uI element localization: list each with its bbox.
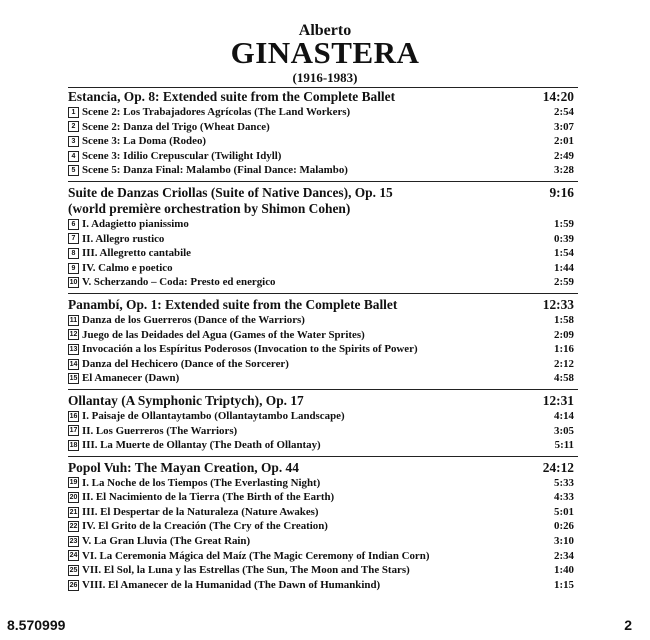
track-title: VIII. El Amanecer de la Humanidad (The Dawn of Humankind) bbox=[82, 578, 381, 591]
track-row bbox=[68, 342, 578, 357]
track-title: V. La Gran Lluvia (The Great Rain) bbox=[82, 535, 251, 548]
track-title: II. Los Guerreros (The Warriors) bbox=[82, 424, 238, 437]
track-title: El Amanecer (Dawn) bbox=[82, 372, 180, 385]
track-row bbox=[68, 438, 578, 453]
work-section bbox=[68, 88, 578, 182]
catalog-number: 8.570999 bbox=[7, 617, 66, 633]
track-row bbox=[68, 246, 578, 261]
track-row bbox=[68, 505, 578, 520]
work-section bbox=[68, 459, 578, 593]
track-number-box: 8 bbox=[68, 248, 79, 259]
track-number-box: 2 bbox=[68, 121, 79, 132]
track-number-box: 5 bbox=[68, 165, 79, 176]
work-header bbox=[68, 88, 578, 105]
track-row bbox=[68, 549, 578, 564]
work-header bbox=[68, 296, 578, 313]
track-row bbox=[68, 578, 578, 593]
work-total-duration: 24:12 bbox=[542, 459, 574, 475]
track-row bbox=[68, 105, 578, 120]
work-section bbox=[68, 184, 578, 294]
track-row bbox=[68, 490, 578, 505]
track-row bbox=[68, 217, 578, 232]
track-duration: 3:05 bbox=[554, 424, 574, 437]
track-duration: 2:09 bbox=[554, 328, 574, 341]
track-number-box: 7 bbox=[68, 233, 79, 244]
track-number-box: 18 bbox=[69, 441, 78, 449]
track-row bbox=[68, 424, 578, 439]
track-number-box: 12 bbox=[69, 331, 78, 339]
track-duration: 4:58 bbox=[554, 372, 574, 385]
track-duration: 5:01 bbox=[554, 505, 574, 518]
track-title: III. La Muerte de Ollantay (The Death of Ollantay) bbox=[82, 439, 321, 452]
track-duration: 0:26 bbox=[554, 520, 574, 533]
track-row bbox=[68, 476, 578, 491]
work-title: Panambí, Op. 1: Extended suite from the Complete Ballet bbox=[68, 296, 398, 312]
work-title-block bbox=[68, 460, 299, 476]
track-number-box: 10 bbox=[69, 279, 78, 287]
track-duration: 5:33 bbox=[554, 476, 574, 489]
track-number-box: 26 bbox=[69, 581, 78, 589]
track-duration: 2:54 bbox=[554, 106, 574, 118]
section-divider bbox=[68, 181, 578, 182]
composer-first-name: Alberto bbox=[298, 22, 352, 39]
track-title: IV. Calmo e poetico bbox=[82, 261, 173, 274]
section-divider bbox=[68, 293, 578, 294]
work-header bbox=[68, 184, 578, 217]
track-row bbox=[68, 163, 578, 178]
work-title: Estancia, Op. 8: Extended suite from the Complete Ballet bbox=[68, 89, 396, 104]
track-duration: 2:59 bbox=[554, 276, 574, 289]
work-title-block bbox=[68, 297, 397, 313]
work-title: Popol Vuh: The Mayan Creation, Op. 44 bbox=[68, 459, 299, 475]
track-number-box: 19 bbox=[69, 479, 78, 487]
work-title-block bbox=[68, 393, 304, 409]
track-duration: 4:14 bbox=[554, 409, 574, 422]
work-header bbox=[68, 459, 578, 476]
track-number-box: 16 bbox=[69, 412, 78, 420]
track-title: Invocación a los Espíritus Poderosos (Invocation to the Spirits of Power) bbox=[82, 343, 418, 356]
track-title: I. La Noche de los Tiempos (The Everlasting Night) bbox=[82, 476, 321, 489]
track-duration: 2:49 bbox=[554, 149, 574, 162]
track-row bbox=[68, 371, 578, 386]
work-section bbox=[68, 392, 578, 457]
tracklist bbox=[68, 88, 578, 592]
track-number-box: 13 bbox=[69, 345, 78, 353]
track-title: V. Scherzando – Coda: Presto ed energico bbox=[82, 276, 276, 289]
track-title: I. Paisaje de Ollantaytambo (Ollantaytambo Landscape) bbox=[82, 409, 345, 422]
page-number: 2 bbox=[624, 617, 632, 633]
track-duration: 1:15 bbox=[554, 578, 574, 591]
track-title: VII. El Sol, la Luna y las Estrellas (The Sun, The Moon and The Stars) bbox=[82, 564, 410, 577]
track-number-box: 15 bbox=[69, 375, 78, 383]
track-title: VI. La Ceremonia Mágica del Maíz (The Magic Ceremony of Indian Corn) bbox=[82, 549, 430, 562]
work-title-block bbox=[68, 185, 393, 217]
work-header bbox=[68, 392, 578, 409]
track-row bbox=[68, 313, 578, 328]
track-number-box: 21 bbox=[69, 508, 78, 516]
work-total-duration: 12:31 bbox=[542, 392, 574, 408]
track-title: III. El Despertar de la Naturaleza (Nature Awakes) bbox=[82, 505, 319, 518]
work-section bbox=[68, 296, 578, 390]
track-title: Scene 3: Idilio Crepuscular (Twilight Idyll) bbox=[82, 149, 282, 162]
track-duration: 3:28 bbox=[554, 164, 574, 177]
track-row bbox=[68, 534, 578, 549]
track-number-box: 25 bbox=[69, 567, 78, 575]
track-duration: 5:11 bbox=[554, 439, 574, 452]
track-row bbox=[68, 357, 578, 372]
track-duration: 1:58 bbox=[554, 313, 574, 326]
track-duration: 1:54 bbox=[554, 247, 574, 260]
composer-dates: (1916-1983) bbox=[292, 70, 358, 85]
track-title: II. El Nacimiento de la Tierra (The Birth of the Earth) bbox=[82, 491, 335, 504]
track-number-box: 22 bbox=[69, 523, 78, 531]
track-row bbox=[68, 232, 578, 247]
track-number-box: 3 bbox=[68, 136, 79, 147]
track-title: III. Allegretto cantabile bbox=[82, 247, 191, 260]
work-total-duration: 12:33 bbox=[542, 296, 574, 312]
track-row bbox=[68, 261, 578, 276]
work-total-duration: 9:16 bbox=[549, 184, 574, 200]
track-number-box: 24 bbox=[69, 552, 78, 560]
track-number-box: 20 bbox=[69, 494, 78, 502]
track-title: Danza del Hechicero (Dance of the Sorcerer) bbox=[82, 357, 289, 370]
track-duration: 4:33 bbox=[554, 491, 574, 504]
track-number-box: 14 bbox=[69, 360, 78, 368]
section-divider bbox=[68, 389, 578, 390]
work-title: Ollantay (A Symphonic Triptych), Op. 17 bbox=[68, 392, 304, 408]
track-duration: 2:01 bbox=[554, 135, 574, 148]
track-title: Danza de los Guerreros (Dance of the Warriors) bbox=[82, 313, 305, 326]
section-divider bbox=[68, 456, 578, 457]
track-number-box: 9 bbox=[68, 263, 79, 274]
track-number-box: 6 bbox=[68, 219, 79, 230]
track-duration: 2:12 bbox=[554, 357, 574, 370]
track-number-box: 23 bbox=[69, 537, 78, 545]
track-duration: 2:34 bbox=[554, 549, 574, 562]
work-title-block bbox=[68, 89, 395, 105]
track-row bbox=[68, 275, 578, 290]
work-title: (world première orchestration by Shimon Cohen) bbox=[68, 200, 351, 216]
track-row bbox=[68, 409, 578, 424]
track-row bbox=[68, 134, 578, 149]
track-title: Scene 2: Los Trabajadores Agrícolas (The Land Workers) bbox=[82, 106, 351, 118]
track-duration: 1:44 bbox=[554, 261, 574, 274]
track-duration: 3:07 bbox=[554, 120, 574, 133]
track-duration: 1:40 bbox=[554, 564, 574, 577]
track-title: II. Allegro rustico bbox=[82, 232, 165, 245]
track-row bbox=[68, 120, 578, 135]
track-duration: 1:59 bbox=[554, 217, 574, 230]
track-title: Scene 3: La Doma (Rodeo) bbox=[82, 135, 207, 148]
track-row bbox=[68, 519, 578, 534]
work-title: Suite de Danzas Criollas (Suite of Native Dances), Op. 15 bbox=[68, 184, 393, 200]
track-row bbox=[68, 149, 578, 164]
track-duration: 1:16 bbox=[554, 343, 574, 356]
track-title: IV. El Grito de la Creación (The Cry of the Creation) bbox=[82, 520, 328, 533]
track-number-box: 17 bbox=[69, 427, 78, 435]
track-row bbox=[68, 328, 578, 343]
composer-last-name: GINASTERA bbox=[230, 35, 420, 70]
track-duration: 0:39 bbox=[554, 232, 574, 245]
track-number-box: 11 bbox=[69, 316, 78, 324]
track-number-box: 1 bbox=[68, 107, 79, 118]
track-number-box: 4 bbox=[68, 151, 79, 162]
track-row bbox=[68, 563, 578, 578]
track-duration: 3:10 bbox=[554, 535, 574, 548]
work-total-duration: 14:20 bbox=[542, 89, 574, 104]
track-title: Scene 5: Danza Final: Malambo (Final Dance: Malambo) bbox=[82, 164, 348, 177]
track-title: Juego de las Deidades del Agua (Games of the Water Sprites) bbox=[82, 328, 365, 341]
track-title: Scene 2: Danza del Trigo (Wheat Dance) bbox=[82, 120, 270, 133]
track-title: I. Adagietto pianissimo bbox=[82, 217, 189, 230]
